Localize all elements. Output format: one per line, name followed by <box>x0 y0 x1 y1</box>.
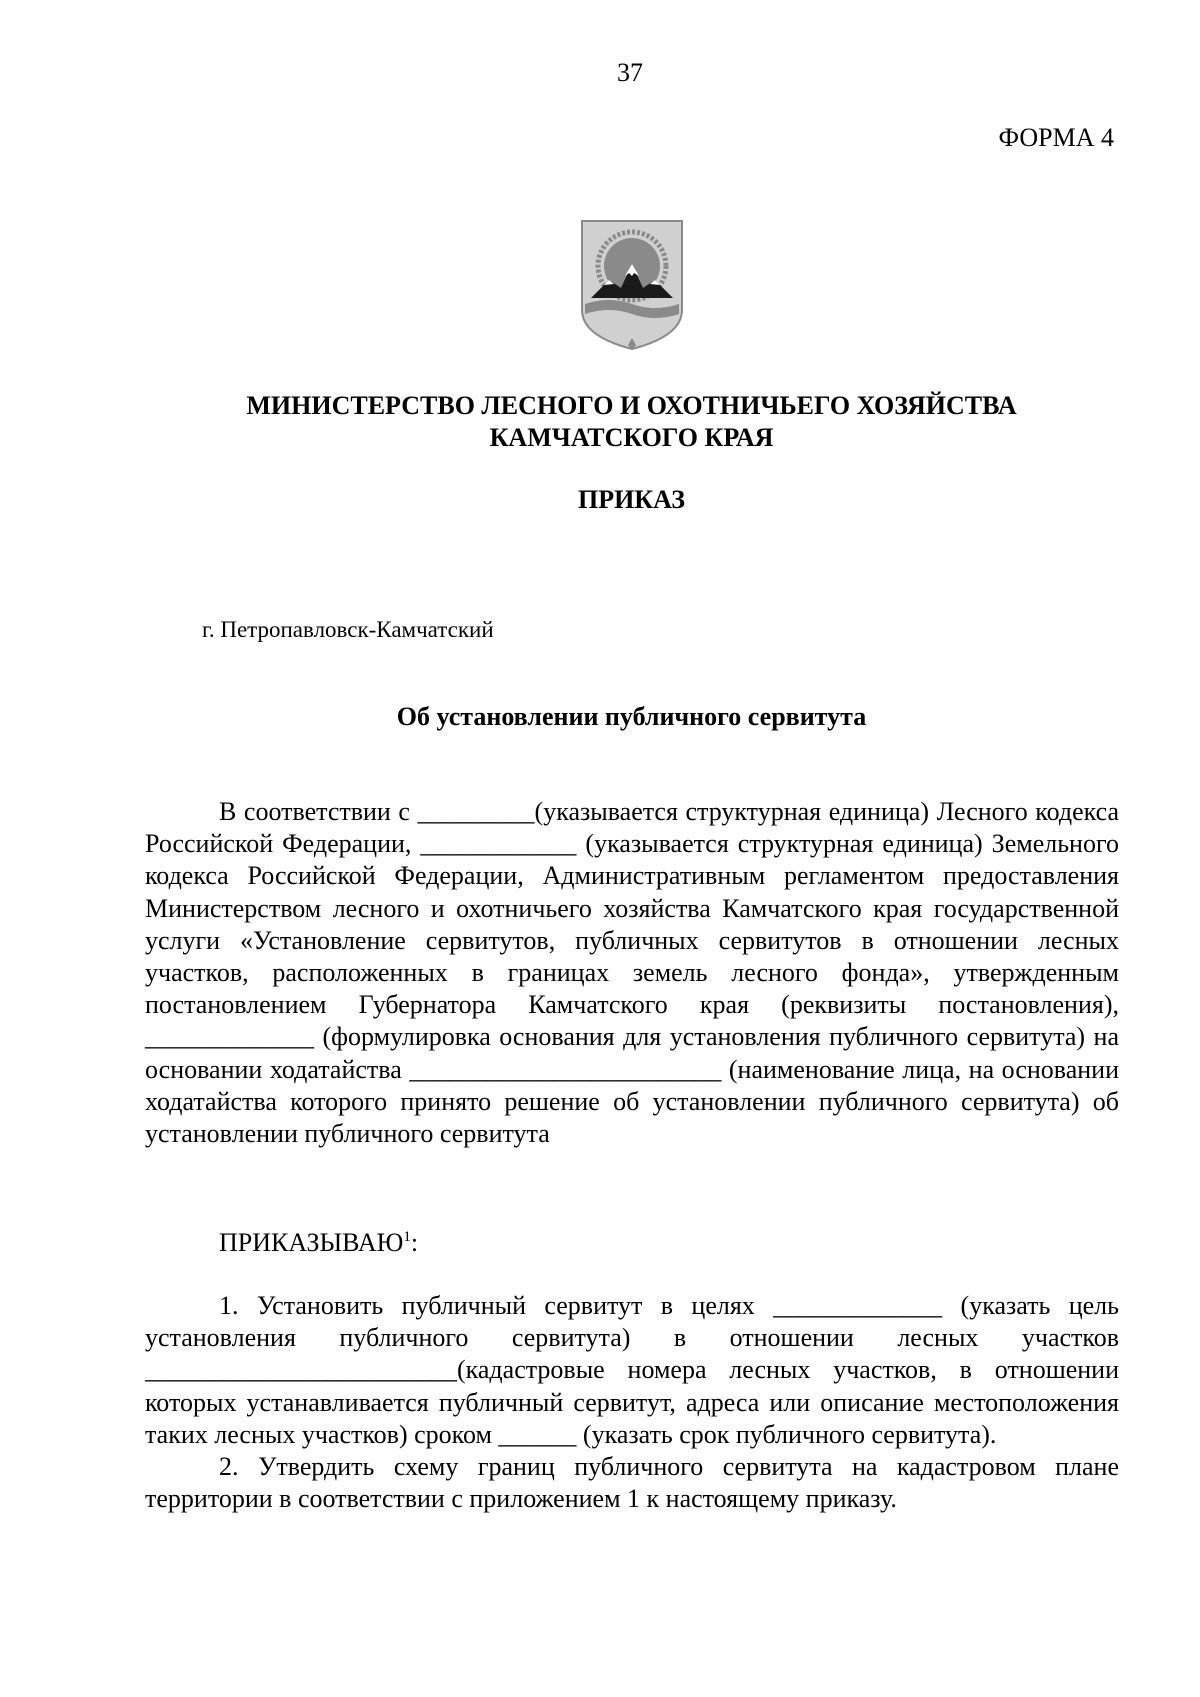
form-label: ФОРМА 4 <box>998 123 1114 152</box>
ministry-line-1: МИНИСТЕРСТВО ЛЕСНОГО И ОХОТНИЧЬЕГО ХОЗЯЙСТВА <box>246 391 1017 420</box>
ministry-line-2: КАМЧАТСКОГО КРАЯ <box>489 423 774 452</box>
order-items <box>145 1290 1119 1515</box>
order-item-1: 1. Установить публичный сервитут в целях _____________ (указать цель установления публичного сервитута) в отношении лесных участков ________________________(кадастровые номера лесных участков, в отношении которых устанавливается публичный сервитут, адреса или описание местоположения таких лесных участков) сроком ______ (указать срок публичного сервитута). <box>145 1291 1119 1449</box>
order-word-colon: : <box>410 1228 419 1257</box>
coat-of-arms-icon <box>579 218 685 352</box>
preamble-paragraph: В соответствии с _________(указывается структурная единица) Лесного кодекса Российской Федерации, ____________ (указывается структурная единица) Земельного кодекса Российской Федерации, Административным регламентом предоставления Министерством лесного и охотничьего хозяйства Камчатского края государственной услуги «Установление сервитутов, публичных сервитутов в отношении лесных участков, расположенных в границах земель лесного фонда», утвержденным постановлением Губернатора Камчатского края (реквизиты постановления), _____________ (формулировка основания для установления публичного сервитута) на основании ходатайства ________________________ (наименование лица, на основании ходатайства которого принято решение об установлении публичного сервитута) об установлении публичного сервитута <box>145 797 1119 1149</box>
order-title: ПРИКАЗ <box>577 485 686 514</box>
ministry-header <box>0 390 1200 454</box>
order-word: ПРИКАЗЫВАЮ <box>219 1228 404 1257</box>
preamble-block <box>145 796 1119 1150</box>
order-directive <box>219 1228 418 1258</box>
order-item-2: 2. Утвердить схему границ публичного сервитута на кадастровом плане территории в соответствии с приложением 1 к настоящему приказу. <box>145 1452 1119 1514</box>
page-number: 37 <box>617 58 643 87</box>
footnote-marker: 1 <box>403 1229 411 1245</box>
city-name: г. Петропавловск-Камчатский <box>202 617 494 642</box>
order-subject: Об установлении публичного сервитута <box>396 702 867 731</box>
